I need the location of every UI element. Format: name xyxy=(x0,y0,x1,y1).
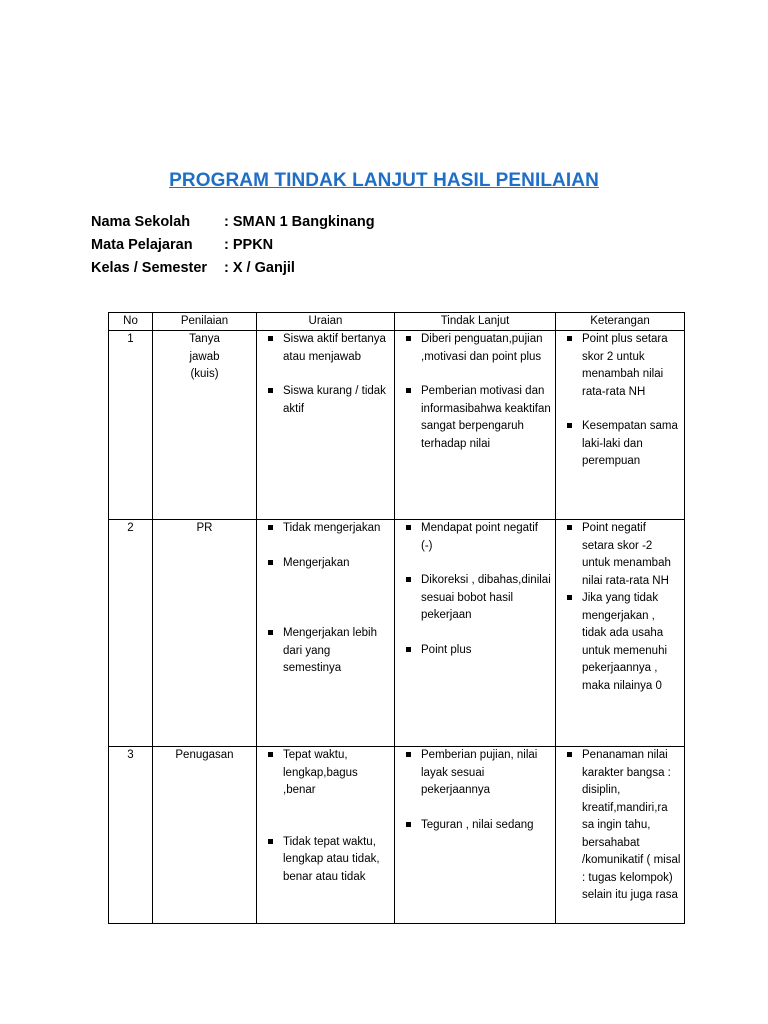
info-value-school: : SMAN 1 Bangkinang xyxy=(224,214,375,230)
table-header-row xyxy=(109,313,685,331)
table-row xyxy=(109,331,685,520)
bullet-item: Pemberian pujian, nilai layak sesuai pekerjaannya xyxy=(398,747,552,800)
header-no: No xyxy=(109,313,153,331)
cell-tindak-lanjut xyxy=(395,747,556,924)
cell-keterangan xyxy=(556,520,685,747)
header-keterangan: Keterangan xyxy=(556,313,685,331)
bullet-item: Point plus xyxy=(398,642,552,660)
cell-uraian xyxy=(257,520,395,747)
cell-tindak-lanjut xyxy=(395,331,556,520)
info-value-class: : X / Ganjil xyxy=(224,260,295,276)
info-value-subject: : PPKN xyxy=(224,237,274,253)
school-info xyxy=(91,214,375,283)
header-uraian: Uraian xyxy=(257,313,395,331)
cell-penilaian: Tanya jawab (kuis) xyxy=(153,331,257,520)
bullet-item: Siswa kurang / tidak aktif xyxy=(260,383,391,418)
bullet-item: Point plus setara skor 2 untuk menambah nilai rata-rata NH xyxy=(559,331,681,401)
cell-keterangan xyxy=(556,747,685,924)
info-row-school xyxy=(91,214,375,237)
cell-penilaian: Penugasan xyxy=(153,747,257,924)
bullet-item: Tidak tepat waktu, lengkap atau tidak, benar atau tidak xyxy=(260,834,391,887)
cell-uraian xyxy=(257,747,395,924)
cell-no: 2 xyxy=(109,520,153,747)
table-row xyxy=(109,520,685,747)
bullet-item: Tidak mengerjakan xyxy=(260,520,391,538)
cell-no: 1 xyxy=(109,331,153,520)
bullet-item: Diberi penguatan,pujian ,motivasi dan point plus xyxy=(398,331,552,366)
bullet-item: Jika yang tidak mengerjakan , tidak ada usaha untuk memenuhi pekerjaannya , maka nilainya 0 xyxy=(559,590,681,695)
bullet-item: Tepat waktu, lengkap,bagus ,benar xyxy=(260,747,391,800)
bullet-item: Dikoreksi , dibahas,dinilai sesuai bobot hasil pekerjaan xyxy=(398,572,552,625)
bullet-item: Point negatif setara skor -2 untuk menambah nilai rata-rata NH xyxy=(559,520,681,590)
cell-penilaian: PR xyxy=(153,520,257,747)
cell-tindak-lanjut xyxy=(395,520,556,747)
bullet-item: Mengerjakan xyxy=(260,555,391,573)
info-label-class: Kelas / Semester xyxy=(91,260,208,276)
info-label-subject: Mata Pelajaran xyxy=(91,237,193,253)
page-title: PROGRAM TINDAK LANJUT HASIL PENILAIAN xyxy=(169,170,599,191)
cell-keterangan xyxy=(556,331,685,520)
bullet-item: Kesempatan sama laki-laki dan perempuan xyxy=(559,418,681,471)
bullet-item: Teguran , nilai sedang xyxy=(398,817,552,835)
header-tindak-lanjut: Tindak Lanjut xyxy=(395,313,556,331)
info-label-school: Nama Sekolah xyxy=(91,214,191,230)
cell-uraian xyxy=(257,331,395,520)
bullet-item: Mendapat point negatif (-) xyxy=(398,520,552,555)
bullet-item: Siswa aktif bertanya atau menjawab xyxy=(260,331,391,366)
info-row-subject xyxy=(91,237,375,260)
table-row xyxy=(109,747,685,924)
bullet-item: Pemberian motivasi dan informasibahwa keaktifan sangat berpengaruh terhadap nilai xyxy=(398,383,552,453)
cell-no: 3 xyxy=(109,747,153,924)
assessment-table xyxy=(108,312,685,924)
info-row-class xyxy=(91,260,375,283)
header-penilaian: Penilaian xyxy=(153,313,257,331)
bullet-item: Penanaman nilai karakter bangsa : disiplin, kreatif,mandiri,ra sa ingin tahu, bersahabat /komunikatif ( misal : tugas kelompok) selain itu juga rasa xyxy=(559,747,681,905)
bullet-item: Mengerjakan lebih dari yang semestinya xyxy=(260,625,391,678)
